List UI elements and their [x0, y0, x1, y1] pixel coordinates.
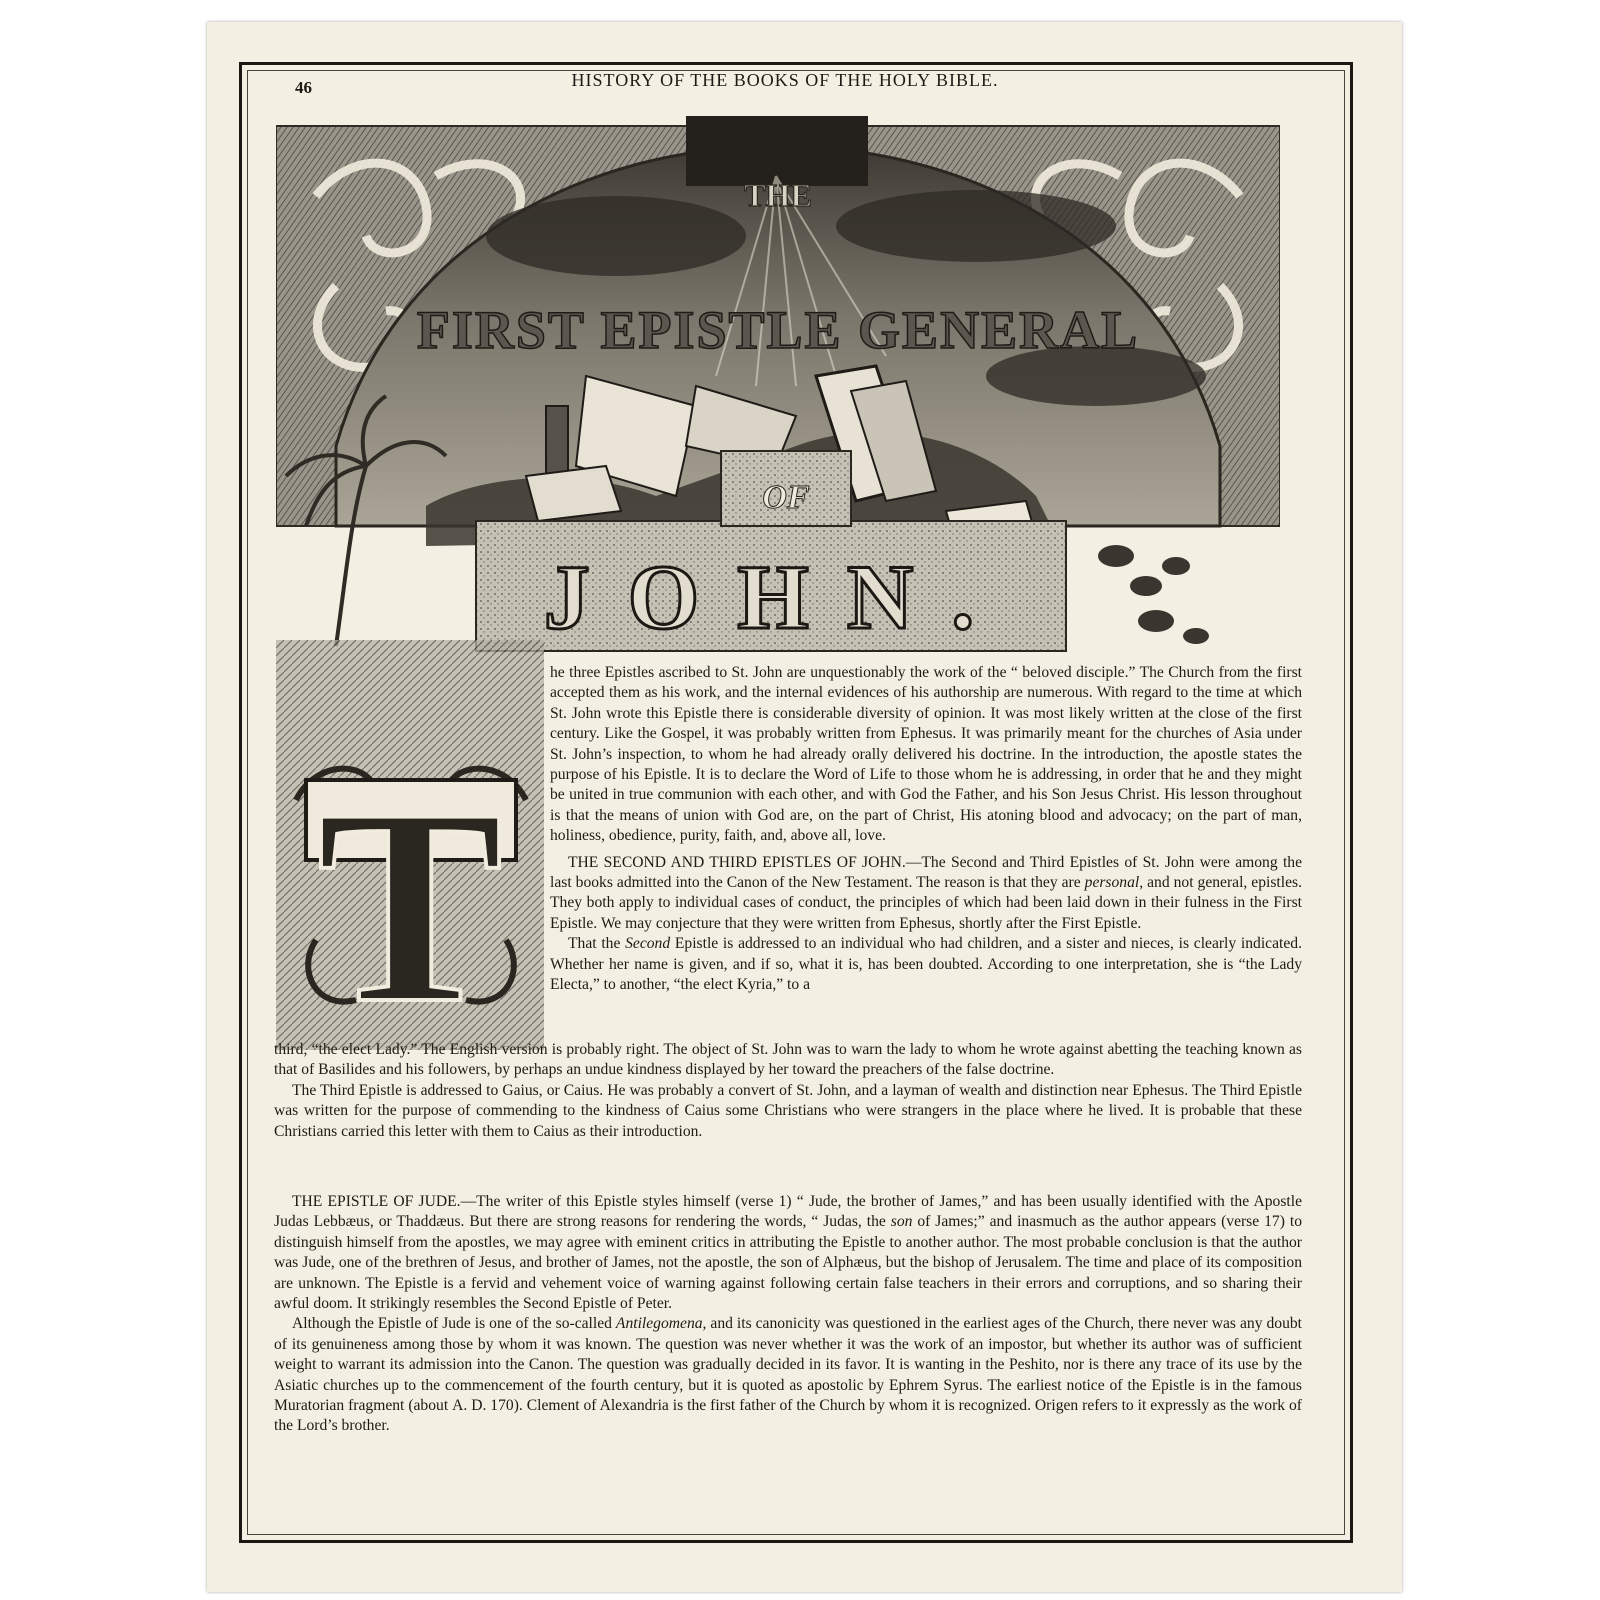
third-epistle-paragraph: The Third Epistle is addressed to Gaius, or Caius. He was probably a convert of St. John, and a layman of wealth and distinction near Ephesus. The Third Epistle was written for the purpose of commending to the kindness of Caius some Christians who were strangers in the place where he lived. It is probable that these Christians carried this letter with them to Caius as their introduction.	[274, 1081, 1302, 1140]
jude-emphasis-son: son	[890, 1213, 913, 1231]
title-of: OF	[762, 479, 810, 516]
second-epistle-text-b: Epistle is addressed to an individual who had children, and a sister and nieces, is clearly indicated. Whether her name is given, and if so, what it is, has been doubted. According to one interpretation, she is “the Lady Electa,” to another, “the elect Kyria,” to a	[550, 935, 1302, 994]
ivy-vine	[1098, 545, 1209, 644]
first-epistle-paragraph	[550, 663, 1302, 996]
title-john: JOHN.	[543, 546, 1013, 648]
drop-cap-letter: T	[316, 750, 504, 1050]
jude-paragraph-1	[274, 1192, 1302, 1314]
top-block	[686, 116, 868, 186]
jude-text-a: —The writer of this Epistle styles himself (verse 1) “ Jude, the brother of James,” and has been usually identified with the Apostle Judas Lebbæus, or Thaddæus. But there are strong reasons for rendering the words, “ Judas, the	[274, 1193, 1302, 1231]
jude-p2-text-c: ). Clement of Alexandria is the first father of the Church by whom it is recognized. Origen refers to it expressly as the work of the Lord’s brother.	[274, 1397, 1303, 1435]
second-third-heading: THE SECOND AND THIRD EPISTLES OF JOHN.	[568, 853, 906, 871]
second-epistle-emphasis: Second	[625, 935, 671, 953]
second-third-continuation	[274, 1040, 1302, 1142]
second-third-intro-paragraph	[550, 853, 1302, 935]
running-title: HISTORY OF THE BOOKS OF THE HOLY BIBLE.	[571, 70, 999, 90]
jude-date: A. D. 170	[452, 1397, 514, 1415]
second-third-emphasis: personal,	[1084, 874, 1144, 892]
jude-heading: THE EPISTLE OF JUDE.	[292, 1193, 461, 1210]
drop-cap-panel	[276, 640, 544, 1050]
first-epistle-text: he three Epistles ascribed to St. John are unquestionably the work of the “ beloved disciple.” The Church from the first accepted them as his work, and the internal evidences of his authorship are numerous. With regard to the time at which St. John wrote this Epistle there is considerable diversity of opinion. It was most likely written at the close of the first century. Like the Gospel, it was probably written from Ephesus. It was primarily meant for the churches of Asia under St. John’s inspection, to whom he had already orally delivered his doctrine. In the introduction, the apostle states the purpose of his Epistle. It is to declare the Word of Life to those whom he is addressing, in order that he and they might be united in true communion with each other, and with God the Father, and his Son Jesus Christ. His lesson throughout is that the means of union with God are, on the part of Christ, His atoning blood and advocacy; on the part of man, holiness, obedience, purity, faith, and, above all, love.	[550, 664, 1302, 845]
jude-section	[274, 1192, 1302, 1437]
second-third-text-a: —The Second and Third Epistles of St. John were among the last books admitted into the Canon of the New Testament. The reason is that they are	[550, 853, 1302, 892]
title-engraving	[276, 116, 1280, 656]
second-epistle-paragraph	[550, 934, 1302, 995]
second-third-text-b: and not general, epistles. They both apply to individual cases of conduct, the principles of which had been laid down in their fulness in the First Epistle. We may conjecture that they were written from Ephesus, shortly after the First Epistle.	[550, 874, 1302, 932]
title-the: THE	[744, 177, 812, 213]
jude-text-b: of James;” and inasmuch as the author appears (verse 17) to distinguish himself from the apostles, we may agree with eminent critics in attributing the Epistle to another author. The most probable conclusion is that the author was Jude, one of the brethren of Jesus, and brother of James, not the apostle, the son of Alphæus, but the bishop of Jerusalem. The time and place of its composition are unknown. The Epistle is a fervid and vehement voice of warning against following certain false teachers in their errors and corruptions, and so sharing their awful doom. It strikingly resembles the Second Epistle of Peter.	[274, 1213, 1302, 1313]
jude-paragraph-2	[274, 1314, 1302, 1436]
jude-p2-text-a: Although the Epistle of Jude is one of the so-called	[292, 1315, 616, 1333]
page-number: 46	[295, 78, 312, 97]
jude-p2-text-b: and its canonicity was questioned in the earliest ages of the Church, there never was any doubt of its genuineness among those by whom it was known. The question was never whether it was the work of an impostor, but whether its author was of sufficient weight to warrant its admission into the Canon. The question was gradually decided in its favor. It is wanting in the Peshito, nor is there any trace of its use by the Asiatic churches up to the commencement of the fourth century, but it is quoted as apostolic by Ephrem Syrus. The earliest notice of the Epistle is in the famous Muratorian fragment (about	[274, 1315, 1302, 1415]
jude-emphasis-antilegomena: Antilegomena,	[615, 1315, 707, 1333]
second-epistle-text-a: That the	[568, 935, 626, 953]
second-epistle-continuation: third, “the elect Lady.” The English version is probably right. The object of St. John was to warn the lady to whom he wrote against abetting the teaching known as that of Basilides and his followers, by perhaps an undue kindness displayed by her toward the preachers of the false doctrine.	[274, 1041, 1302, 1079]
title-first-epistle-general: FIRST EPISTLE GENERAL	[416, 300, 1140, 360]
